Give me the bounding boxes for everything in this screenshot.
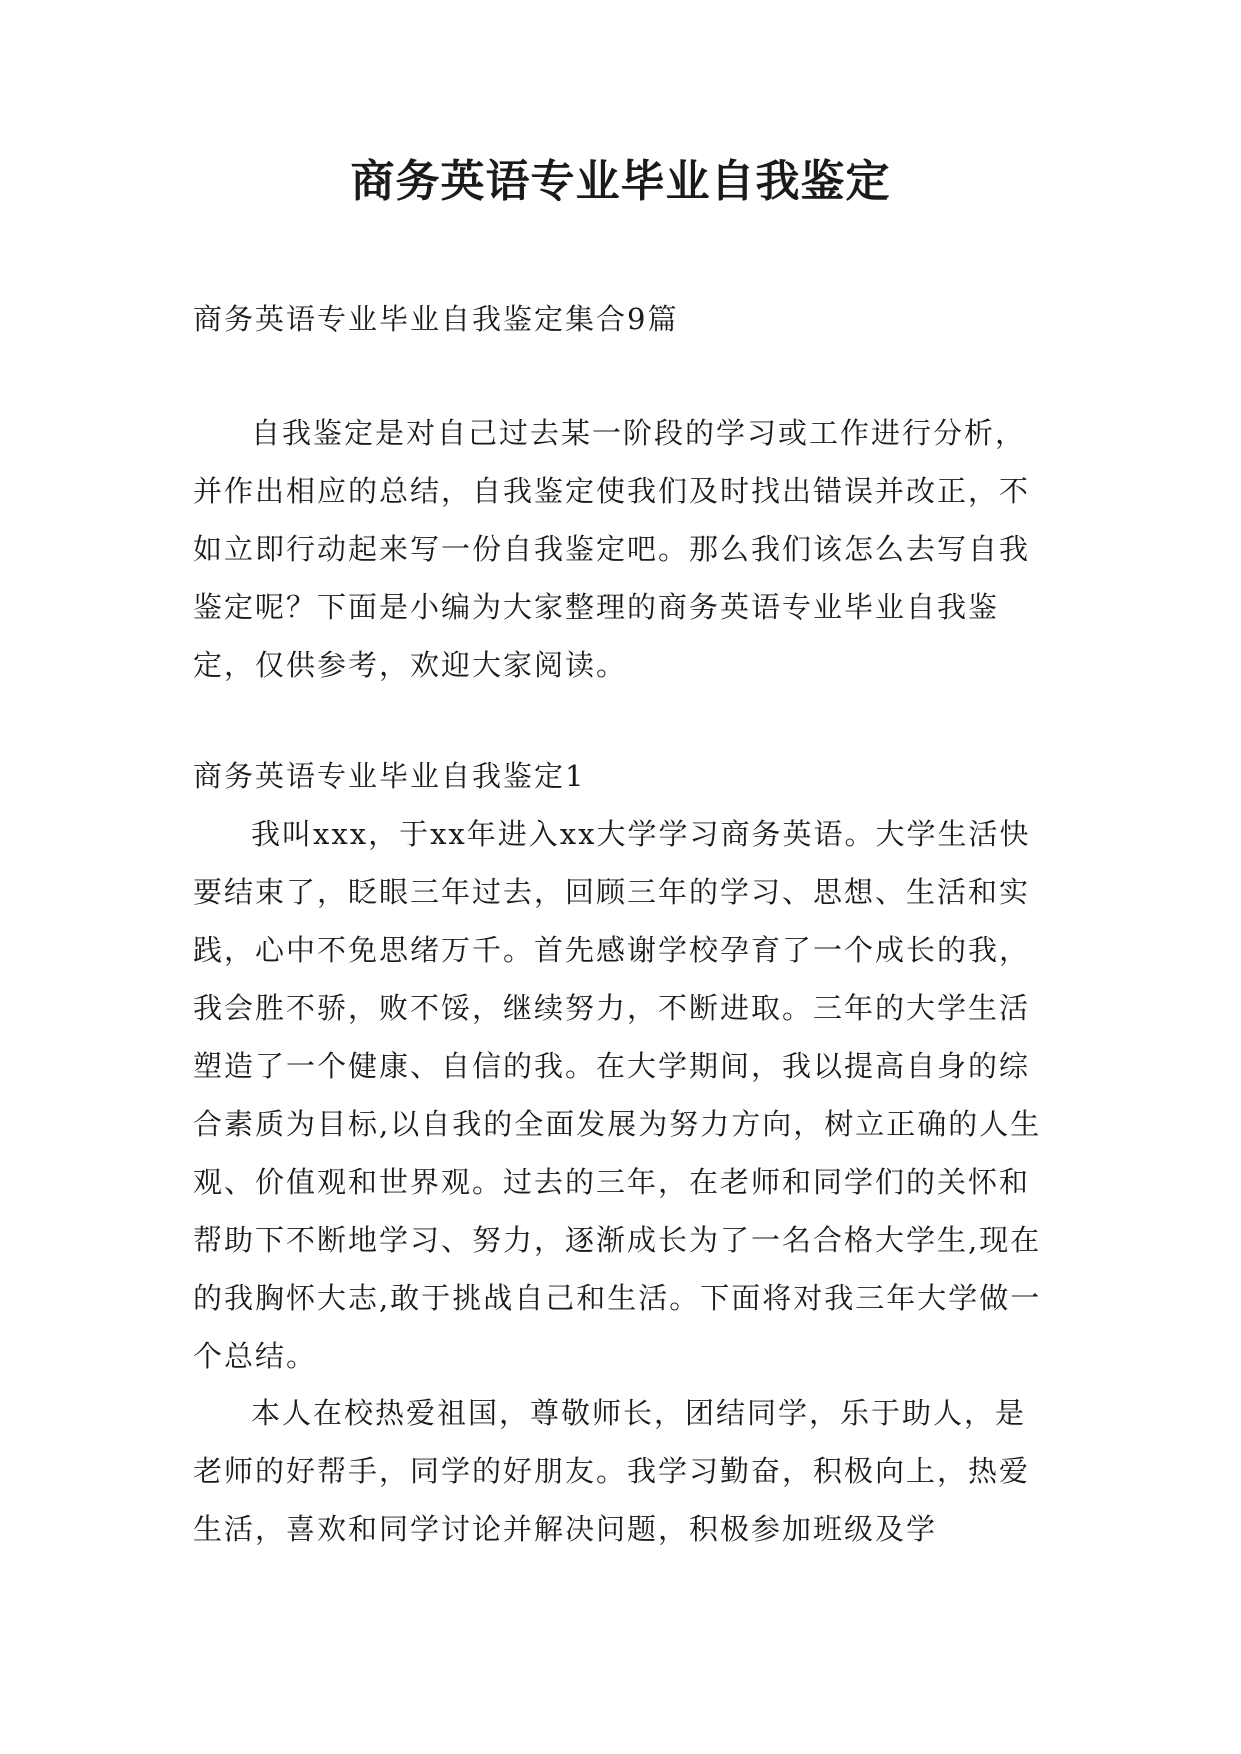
body-paragraph-2: 本人在校热爱祖国，尊敬师长，团结同学，乐于助人，是老师的好帮手，同学的好朋友。我学习勤奋，积极向上，热爱生活，喜欢和同学讨论并解决问题，积极参加班级及学 (193, 1396, 1031, 1546)
document-subtitle: 商务英语专业毕业自我鉴定集合9篇 (193, 302, 679, 336)
document-title: 商务英语专业毕业自我鉴定 (350, 156, 891, 207)
section-heading: 商务英语专业毕业自我鉴定1 (193, 759, 586, 793)
body-paragraph-1: 我叫xxx，于xx年进入xx大学学习商务英语。大学生活快要结束了，眨眼三年过去，回顾三年的学习、思想、生活和实践，心中不免思绪万千。首先感谢学校孕育了一个成长的我，我会胜不骄，败不馁，继续努力，不断进取。三年的大学生活塑造了一个健康、自信的我。在大学期间，我以提高自身的综合素质为目标,以自我的全面发展为努力方向，树立正确的人生观、价值观和世界观。过去的三年，在老师和同学们的关怀和帮助下不断地学习、努力，逐渐成长为了一名合格大学生,现在的我胸怀大志,敢于挑战自己和生活。下面将对我三年大学做一个总结。 (193, 817, 1042, 1373)
intro-paragraph: 自我鉴定是对自己过去某一阶段的学习或工作进行分析，并作出相应的总结，自我鉴定使我们及时找出错误并改正，不如立即行动起来写一份自我鉴定吧。那么我们该怎么去写自我鉴定呢？下面是小编为大家整理的商务英语专业毕业自我鉴定，仅供参考，欢迎大家阅读。 (193, 416, 1031, 682)
